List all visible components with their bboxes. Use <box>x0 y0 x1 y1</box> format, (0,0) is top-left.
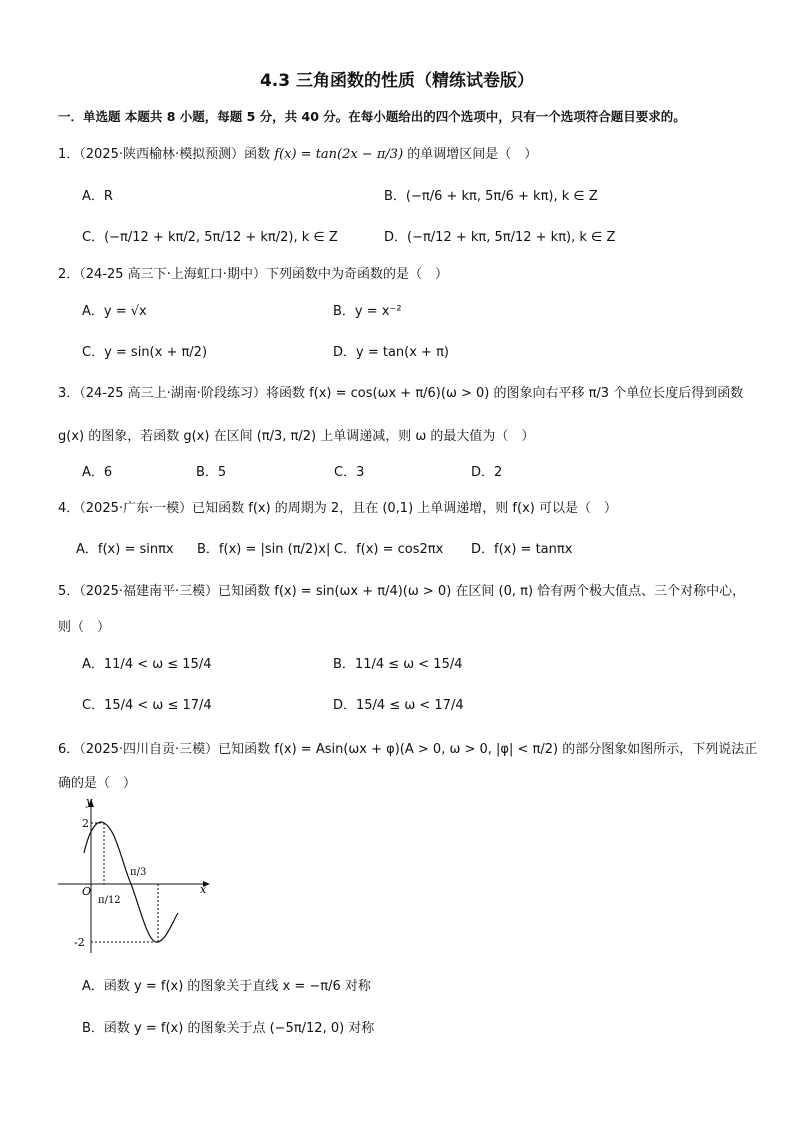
question-4-stem: 4．（2025·广东·一模）已知函数 f(x) 的周期为 2，且在 (0,1) 上单调递增，则 f(x) 可以是（ ） <box>58 501 617 516</box>
question-6-stem-line1: 6．（2025·四川自贡·三模）已知函数 f(x) = Asin(ωx + φ)(A > 0, ω > 0, |φ| < π/2) 的部分图象如图所示，下列说法正 <box>58 742 758 757</box>
question-1-option-d[interactable]: D．(−π/12 + kπ, 5π/12 + kπ), k ∈ Z <box>384 230 616 245</box>
pi3-label: π/3 <box>130 867 147 878</box>
sine-graph <box>58 795 218 955</box>
question-1-stem <box>58 143 537 162</box>
min-label: -2 <box>74 936 85 949</box>
origin-label: O <box>82 885 92 898</box>
question-5-option-d[interactable]: D．15/4 ≤ ω < 17/4 <box>333 698 464 713</box>
question-2-stem: 2．（24-25 高三下·上海虹口·期中）下列函数中为奇函数的是（ ） <box>58 267 448 282</box>
question-4-option-a[interactable]: A．f(x) = sinπx <box>76 542 174 557</box>
question-2-option-a[interactable]: A．y = √x <box>82 304 147 319</box>
question-5-stem-line2: 则（ ） <box>58 620 111 635</box>
question-3-option-b[interactable]: B．5 <box>196 465 227 480</box>
question-5-option-c[interactable]: C．15/4 < ω ≤ 17/4 <box>82 698 212 713</box>
question-3-stem-line2: g(x) 的图象，若函数 g(x) 在区间 (π/3, π/2) 上单调递减，则 ω 的最大值为（ ） <box>58 429 535 444</box>
question-5-option-b[interactable]: B．11/4 ≤ ω < 15/4 <box>333 657 463 672</box>
question-4-option-d[interactable]: D．f(x) = tanπx <box>471 542 573 557</box>
question-6-stem-line2: 确的是（ ） <box>58 776 137 791</box>
section-header: 一．单选题 本题共 8 小题，每题 5 分，共 40 分。在每小题给出的四个选项中，只有一个选项符合题目要求的。 <box>58 109 686 124</box>
question-3-option-c[interactable]: C．3 <box>334 465 365 480</box>
question-1-func: f(x) = tan(2x − π/3) <box>274 147 404 162</box>
question-3-option-a[interactable]: A．6 <box>82 465 113 480</box>
question-5-option-a[interactable]: A．11/4 < ω ≤ 15/4 <box>82 657 212 672</box>
question-1-prefix: 1．（2025·陕西榆林·模拟预测）函数 <box>58 147 271 162</box>
question-3-stem-line1: 3．（24-25 高三上·湖南·阶段练习）将函数 f(x) = cos(ωx + π/6)(ω > 0) 的图象向右平移 π/3 个单位长度后得到函数 <box>58 386 744 401</box>
y-label: y <box>86 795 93 808</box>
question-4-option-b[interactable]: B．f(x) = |sin (π/2)x| <box>197 542 331 557</box>
question-5-stem-line1: 5．（2025·福建南平·三模）已知函数 f(x) = sin(ωx + π/4)(ω > 0) 在区间 (0, π) 恰有两个极大值点、三个对称中心， <box>58 584 746 599</box>
question-1-option-c[interactable]: C．(−π/12 + kπ/2, 5π/12 + kπ/2), k ∈ Z <box>82 230 338 245</box>
question-2-option-d[interactable]: D．y = tan(x + π) <box>333 345 449 360</box>
question-1-suffix: 的单调增区间是（ ） <box>407 147 538 162</box>
question-2-option-b[interactable]: B．y = x⁻² <box>333 304 402 319</box>
question-3-option-d[interactable]: D．2 <box>471 465 503 480</box>
question-6-option-b[interactable]: B．函数 y = f(x) 的图象关于点 (−5π/12, 0) 对称 <box>82 1021 375 1036</box>
pi12-label: π/12 <box>98 895 121 906</box>
x-label: x <box>200 883 207 896</box>
sine-curve <box>84 822 178 942</box>
question-1-option-a[interactable]: A．R <box>82 189 113 204</box>
question-4-option-c[interactable]: C．f(x) = cos2πx <box>334 542 444 557</box>
page-title: 4.3 三角函数的性质（精练试卷版） <box>259 71 535 91</box>
question-1-option-b[interactable]: B．(−π/6 + kπ, 5π/6 + kπ), k ∈ Z <box>384 189 598 204</box>
max-label: 2 <box>82 817 89 830</box>
question-2-option-c[interactable]: C．y = sin(x + π/2) <box>82 345 208 360</box>
question-6-option-a[interactable]: A．函数 y = f(x) 的图象关于直线 x = −π/6 对称 <box>82 979 371 994</box>
